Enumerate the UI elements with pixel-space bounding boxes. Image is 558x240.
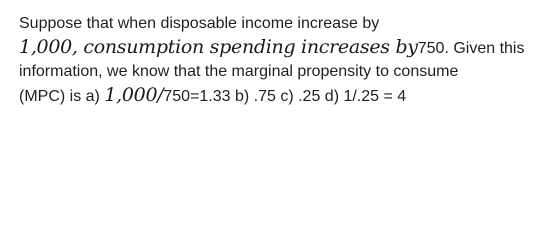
question-line-3: [19, 60, 549, 84]
question-line-1-text: Suppose that when disposable income increase by: [19, 15, 380, 32]
question-line-2: [19, 36, 549, 61]
question-line-4: [19, 84, 549, 109]
question-line-4-text-a: (MPC) is a): [19, 87, 100, 105]
question-line-4-math: 1,000/: [104, 83, 164, 106]
question-line-3-text: information, we know that the marginal propensity to consume: [19, 63, 459, 80]
question-text: [19, 12, 549, 108]
question-line-1: [19, 12, 549, 36]
question-line-2-text: 750. Given this: [417, 39, 525, 57]
question-line-2-math: 1,000, consumption spending increases by: [19, 35, 418, 58]
question-line-4-text-b: 750=1.33 b) .75 c) .25 d) 1/.25 = 4: [163, 87, 407, 105]
